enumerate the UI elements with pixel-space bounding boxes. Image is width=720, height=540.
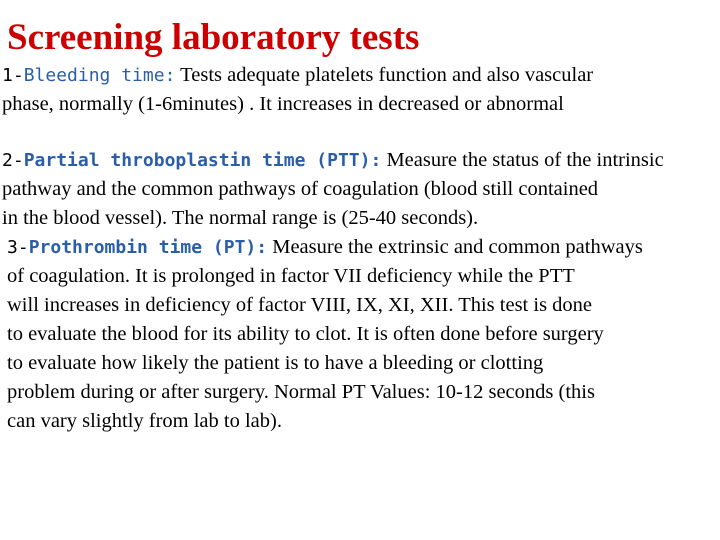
item-number: 3- — [7, 237, 29, 258]
paragraph-ptt — [2, 146, 664, 233]
term-label: Partial throboplastin time (PTT): — [23, 150, 382, 171]
paragraph-pt — [7, 233, 643, 436]
term-label: Prothrombin time (PT): — [28, 237, 268, 258]
paragraph-first-line — [2, 61, 593, 90]
item-number: 2- — [2, 150, 24, 171]
body-line: to evaluate the blood for its ability to clot. It is often done before surgery — [7, 323, 604, 345]
body-line: phase, normally (1-6minutes) . It increases in decreased or abnormal — [2, 93, 564, 115]
term-label: Bleeding time: — [23, 65, 176, 86]
paragraph-bleeding-time — [2, 61, 593, 119]
page-title: Screening laboratory tests — [7, 17, 420, 58]
body-text: Measure the status of the intrinsic — [381, 149, 664, 171]
body-line: can vary slightly from lab to lab). — [7, 410, 282, 432]
paragraph-first-line — [2, 146, 664, 175]
paragraph-first-line — [7, 233, 643, 262]
body-text: Measure the extrinsic and common pathways — [267, 236, 643, 258]
body-line: problem during or after surgery. Normal PT Values: 10-12 seconds (this — [7, 381, 595, 403]
item-number: 1- — [2, 65, 24, 86]
body-text: Tests adequate platelets function and also vascular — [175, 64, 594, 86]
body-line: in the blood vessel). The normal range is (25-40 seconds). — [2, 207, 479, 229]
body-line: will increases in deficiency of factor VIII, IX, XI, XII. This test is done — [7, 294, 593, 316]
body-line: of coagulation. It is prolonged in factor VII deficiency while the PTT — [7, 265, 575, 287]
body-line: to evaluate how likely the patient is to have a bleeding or clotting — [7, 352, 544, 374]
body-line: pathway and the common pathways of coagulation (blood still contained — [2, 178, 599, 200]
